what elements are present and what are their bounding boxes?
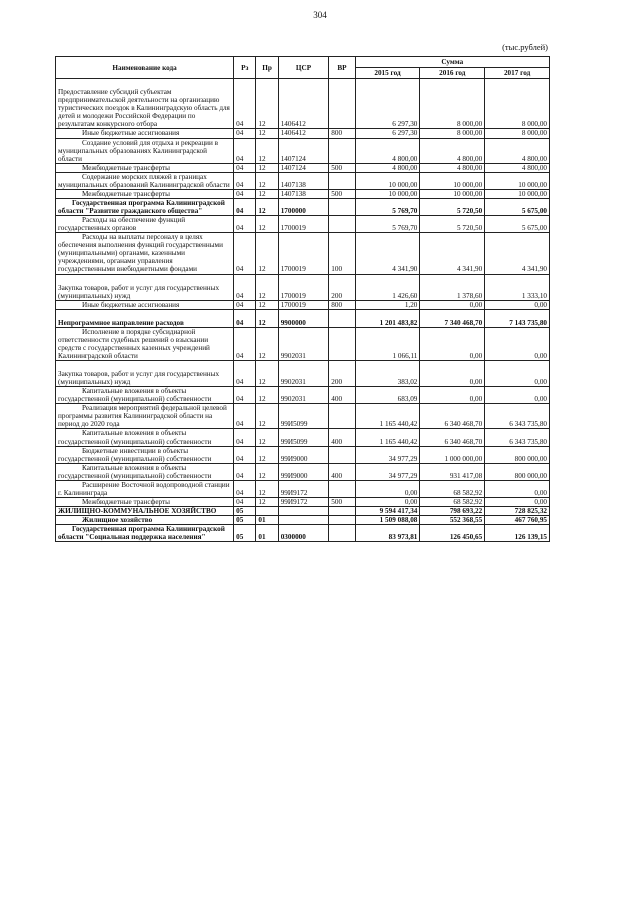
cell-2015: 4 800,00 <box>355 138 420 163</box>
cell-rz: 04 <box>234 79 256 129</box>
cell-2016: 0,00 <box>420 327 485 360</box>
cell-2015: 1 509 088,08 <box>355 516 420 525</box>
cell-2015: 83 973,81 <box>355 525 420 542</box>
header-sum: Сумма <box>355 57 549 68</box>
table-row <box>56 216 550 233</box>
cell-vr: 800 <box>329 129 355 138</box>
cell-2015: 1,20 <box>355 300 420 309</box>
cell-2017: 5 675,00 <box>485 216 550 233</box>
table-row <box>56 309 550 327</box>
cell-csr: 99И5099 <box>278 404 329 429</box>
table-row <box>56 233 550 274</box>
cell-pr: 12 <box>256 233 278 274</box>
cell-rz: 04 <box>234 172 256 189</box>
cell-name: Капитальные вложения в объекты государственной (муниципальной) собственности <box>56 387 234 404</box>
cell-vr <box>329 216 355 233</box>
header-vr: ВР <box>329 57 355 79</box>
cell-csr: 9902031 <box>278 361 329 387</box>
cell-2016: 6 340 468,70 <box>420 404 485 429</box>
cell-pr: 12 <box>256 480 278 497</box>
cell-name: Капитальные вложения в объекты государственной (муниципальной) собственности <box>56 429 234 446</box>
cell-rz: 05 <box>234 507 256 516</box>
cell-2016: 1 378,60 <box>420 274 485 300</box>
cell-pr: 12 <box>256 387 278 404</box>
cell-2017: 0,00 <box>485 361 550 387</box>
cell-pr: 12 <box>256 163 278 172</box>
cell-pr: 12 <box>256 79 278 129</box>
cell-name: Закупка товаров, работ и услуг для государственных (муниципальных) нужд <box>56 274 234 300</box>
cell-2017: 467 760,95 <box>485 516 550 525</box>
cell-2017: 6 343 735,80 <box>485 429 550 446</box>
cell-2016: 0,00 <box>420 361 485 387</box>
cell-name: ЖИЛИЩНО-КОММУНАЛЬНОЕ ХОЗЯЙСТВО <box>56 507 234 516</box>
cell-vr <box>329 79 355 129</box>
cell-2016: 5 720,50 <box>420 216 485 233</box>
cell-vr <box>329 516 355 525</box>
cell-pr: 12 <box>256 189 278 198</box>
cell-name: Капитальные вложения в объекты государственной (муниципальной) собственности <box>56 463 234 480</box>
cell-csr: 1407138 <box>278 172 329 189</box>
cell-name: Государственная программа Калининградской области "Социальная поддержка населения" <box>56 525 234 542</box>
cell-2016: 0,00 <box>420 387 485 404</box>
cell-pr: 12 <box>256 129 278 138</box>
cell-vr: 200 <box>329 361 355 387</box>
cell-2016: 10 000,00 <box>420 172 485 189</box>
cell-csr: 1700019 <box>278 216 329 233</box>
cell-rz: 04 <box>234 387 256 404</box>
cell-vr <box>329 507 355 516</box>
cell-csr: 1407124 <box>278 138 329 163</box>
cell-name: Межбюджетные трансферты <box>56 189 234 198</box>
table-body <box>56 79 550 542</box>
cell-2017: 4 341,90 <box>485 233 550 274</box>
cell-vr: 100 <box>329 233 355 274</box>
cell-name: Межбюджетные трансферты <box>56 497 234 506</box>
cell-csr: 99И9000 <box>278 463 329 480</box>
cell-vr <box>329 198 355 215</box>
cell-csr: 1700019 <box>278 300 329 309</box>
cell-pr: 12 <box>256 309 278 327</box>
header-2017: 2017 год <box>485 68 550 79</box>
cell-rz: 04 <box>234 138 256 163</box>
cell-2015: 9 594 417,34 <box>355 507 420 516</box>
cell-2017: 126 139,15 <box>485 525 550 542</box>
cell-2015: 10 000,00 <box>355 172 420 189</box>
cell-pr: 01 <box>256 516 278 525</box>
page-number: 304 <box>313 10 327 20</box>
cell-2016: 552 368,55 <box>420 516 485 525</box>
header-name: Наименование кода <box>56 57 234 79</box>
cell-pr: 12 <box>256 463 278 480</box>
table-row <box>56 327 550 360</box>
cell-pr: 12 <box>256 300 278 309</box>
cell-rz: 04 <box>234 429 256 446</box>
table-row <box>56 404 550 429</box>
cell-rz: 04 <box>234 198 256 215</box>
cell-csr: 1700019 <box>278 274 329 300</box>
header-csr: ЦСР <box>278 57 329 79</box>
cell-pr: 12 <box>256 361 278 387</box>
cell-csr: 1406412 <box>278 79 329 129</box>
cell-pr: 12 <box>256 198 278 215</box>
table-row <box>56 516 550 525</box>
cell-pr: 12 <box>256 497 278 506</box>
cell-pr: 12 <box>256 216 278 233</box>
cell-2017: 10 000,00 <box>485 172 550 189</box>
cell-2017: 4 800,00 <box>485 138 550 163</box>
table-row <box>56 525 550 542</box>
cell-2017: 7 143 735,80 <box>485 309 550 327</box>
cell-name: Предоставление субсидий субъектам предпринимательской деятельности на организацию туристических поездок в Калининградскую область для детей и молодежи Российской Федерации по результатам конкурсного отбора <box>56 79 234 129</box>
cell-2016: 7 340 468,70 <box>420 309 485 327</box>
cell-vr: 800 <box>329 300 355 309</box>
table-row <box>56 387 550 404</box>
cell-2017: 8 000,00 <box>485 129 550 138</box>
cell-2017: 0,00 <box>485 480 550 497</box>
cell-name: Исполнение в порядке субсидиарной ответственности судебных решений о взыскании средств с государственных казенных учреждений Калининградской области <box>56 327 234 360</box>
cell-2017: 0,00 <box>485 300 550 309</box>
table-row <box>56 429 550 446</box>
table-row <box>56 79 550 129</box>
cell-2016: 4 800,00 <box>420 163 485 172</box>
cell-vr <box>329 480 355 497</box>
table-row <box>56 480 550 497</box>
cell-2017: 1 333,10 <box>485 274 550 300</box>
cell-rz: 04 <box>234 480 256 497</box>
cell-csr: 99И9000 <box>278 446 329 463</box>
cell-2015: 1 165 440,42 <box>355 404 420 429</box>
cell-2015: 34 977,29 <box>355 463 420 480</box>
cell-2015: 4 341,90 <box>355 233 420 274</box>
cell-2016: 5 720,50 <box>420 198 485 215</box>
header-2015: 2015 год <box>355 68 420 79</box>
table-row <box>56 163 550 172</box>
cell-name: Создание условий для отдыха и рекреации в муниципальных образованиях Калининградской области <box>56 138 234 163</box>
cell-2016: 4 341,90 <box>420 233 485 274</box>
cell-2016: 10 000,00 <box>420 189 485 198</box>
cell-rz: 04 <box>234 129 256 138</box>
cell-rz: 04 <box>234 300 256 309</box>
cell-2015: 5 769,70 <box>355 198 420 215</box>
cell-2015: 10 000,00 <box>355 189 420 198</box>
table-row <box>56 446 550 463</box>
cell-2017: 5 675,00 <box>485 198 550 215</box>
cell-name: Жилищное хозяйство <box>56 516 234 525</box>
unit-note: (тыс.рублей) <box>502 42 548 52</box>
cell-name: Расходы на обеспечение функций государственных органов <box>56 216 234 233</box>
header-pr: Пр <box>256 57 278 79</box>
cell-2015: 34 977,29 <box>355 446 420 463</box>
cell-2015: 6 297,30 <box>355 79 420 129</box>
cell-name: Бюджетные инвестиции в объекты государственной (муниципальной) собственности <box>56 446 234 463</box>
cell-csr: 99И9172 <box>278 480 329 497</box>
cell-rz: 04 <box>234 163 256 172</box>
table-row <box>56 198 550 215</box>
cell-vr <box>329 172 355 189</box>
table-row <box>56 172 550 189</box>
cell-csr: 1700019 <box>278 233 329 274</box>
cell-2016: 126 450,65 <box>420 525 485 542</box>
cell-2017: 10 000,00 <box>485 189 550 198</box>
cell-rz: 04 <box>234 216 256 233</box>
cell-vr: 400 <box>329 463 355 480</box>
table-row <box>56 189 550 198</box>
cell-pr: 01 <box>256 525 278 542</box>
cell-name: Государственная программа Калининградской области "Развитие гражданского общества" <box>56 198 234 215</box>
header-rz: Рз <box>234 57 256 79</box>
cell-2017: 6 343 735,80 <box>485 404 550 429</box>
cell-pr: 12 <box>256 327 278 360</box>
table-row <box>56 361 550 387</box>
table-row <box>56 138 550 163</box>
cell-2015: 6 297,30 <box>355 129 420 138</box>
table-row <box>56 129 550 138</box>
cell-2015: 0,00 <box>355 497 420 506</box>
cell-name: Расходы на выплаты персоналу в целях обеспечения выполнения функций государственными (муниципальными) органами, казенными учреждениями, органами управления государственными внебюджетными фондами <box>56 233 234 274</box>
cell-name: Иные бюджетные ассигнования <box>56 129 234 138</box>
cell-name: Межбюджетные трансферты <box>56 163 234 172</box>
cell-2016: 1 000 000,00 <box>420 446 485 463</box>
cell-pr: 12 <box>256 404 278 429</box>
cell-2016: 4 800,00 <box>420 138 485 163</box>
cell-name: Непрограммное направление расходов <box>56 309 234 327</box>
cell-rz: 04 <box>234 233 256 274</box>
cell-vr <box>329 138 355 163</box>
cell-2015: 383,02 <box>355 361 420 387</box>
cell-2016: 68 582,92 <box>420 480 485 497</box>
cell-rz: 04 <box>234 327 256 360</box>
cell-rz: 05 <box>234 525 256 542</box>
cell-2015: 1 165 440,42 <box>355 429 420 446</box>
cell-2017: 0,00 <box>485 387 550 404</box>
cell-csr: 1407138 <box>278 189 329 198</box>
cell-2017: 0,00 <box>485 497 550 506</box>
table-row <box>56 497 550 506</box>
cell-vr: 500 <box>329 497 355 506</box>
cell-name: Закупка товаров, работ и услуг для государственных (муниципальных) нужд <box>56 361 234 387</box>
cell-2015: 0,00 <box>355 480 420 497</box>
cell-2017: 800 000,00 <box>485 446 550 463</box>
cell-pr: 12 <box>256 172 278 189</box>
cell-csr: 0300000 <box>278 525 329 542</box>
cell-2015: 683,09 <box>355 387 420 404</box>
cell-2017: 8 000,00 <box>485 79 550 129</box>
table-row <box>56 274 550 300</box>
header-2016: 2016 год <box>420 68 485 79</box>
cell-2016: 68 582,92 <box>420 497 485 506</box>
cell-vr <box>329 525 355 542</box>
cell-rz: 04 <box>234 361 256 387</box>
cell-pr: 12 <box>256 429 278 446</box>
cell-vr <box>329 327 355 360</box>
cell-rz: 04 <box>234 274 256 300</box>
cell-2016: 798 693,22 <box>420 507 485 516</box>
table-row <box>56 463 550 480</box>
cell-name: Иные бюджетные ассигнования <box>56 300 234 309</box>
cell-csr: 1406412 <box>278 129 329 138</box>
cell-2015: 1 066,11 <box>355 327 420 360</box>
cell-vr <box>329 446 355 463</box>
cell-csr: 1700000 <box>278 198 329 215</box>
cell-2015: 5 769,70 <box>355 216 420 233</box>
cell-vr: 500 <box>329 163 355 172</box>
cell-csr <box>278 516 329 525</box>
cell-vr: 400 <box>329 387 355 404</box>
cell-pr: 12 <box>256 446 278 463</box>
cell-csr: 9902031 <box>278 387 329 404</box>
cell-2016: 931 417,08 <box>420 463 485 480</box>
cell-name: Расширение Восточной водопроводной станции г. Калининграда <box>56 480 234 497</box>
table-row <box>56 300 550 309</box>
cell-csr: 99И9172 <box>278 497 329 506</box>
cell-rz: 04 <box>234 309 256 327</box>
cell-2017: 728 825,32 <box>485 507 550 516</box>
cell-rz: 04 <box>234 497 256 506</box>
table-row <box>56 507 550 516</box>
cell-2016: 0,00 <box>420 300 485 309</box>
cell-csr: 9902031 <box>278 327 329 360</box>
cell-csr: 9900000 <box>278 309 329 327</box>
cell-2017: 0,00 <box>485 327 550 360</box>
cell-2016: 6 340 468,70 <box>420 429 485 446</box>
cell-vr: 400 <box>329 429 355 446</box>
budget-table <box>55 56 550 542</box>
cell-2015: 4 800,00 <box>355 163 420 172</box>
cell-rz: 04 <box>234 404 256 429</box>
cell-2016: 8 000,00 <box>420 79 485 129</box>
cell-vr <box>329 309 355 327</box>
cell-vr <box>329 404 355 429</box>
cell-rz: 04 <box>234 189 256 198</box>
cell-rz: 05 <box>234 516 256 525</box>
cell-pr: 12 <box>256 138 278 163</box>
cell-2015: 1 426,60 <box>355 274 420 300</box>
cell-csr: 1407124 <box>278 163 329 172</box>
cell-rz: 04 <box>234 446 256 463</box>
cell-name: Реализация мероприятий федеральной целевой программы развития Калининградской области на период до 2020 года <box>56 404 234 429</box>
cell-pr <box>256 507 278 516</box>
cell-2017: 800 000,00 <box>485 463 550 480</box>
cell-csr: 99И5099 <box>278 429 329 446</box>
cell-2015: 1 201 483,82 <box>355 309 420 327</box>
cell-pr: 12 <box>256 274 278 300</box>
cell-csr <box>278 507 329 516</box>
cell-rz: 04 <box>234 463 256 480</box>
cell-name: Содержание морских пляжей в границах муниципальных образований Калининградской области <box>56 172 234 189</box>
cell-2017: 4 800,00 <box>485 163 550 172</box>
cell-vr: 200 <box>329 274 355 300</box>
cell-2016: 8 000,00 <box>420 129 485 138</box>
cell-vr: 500 <box>329 189 355 198</box>
